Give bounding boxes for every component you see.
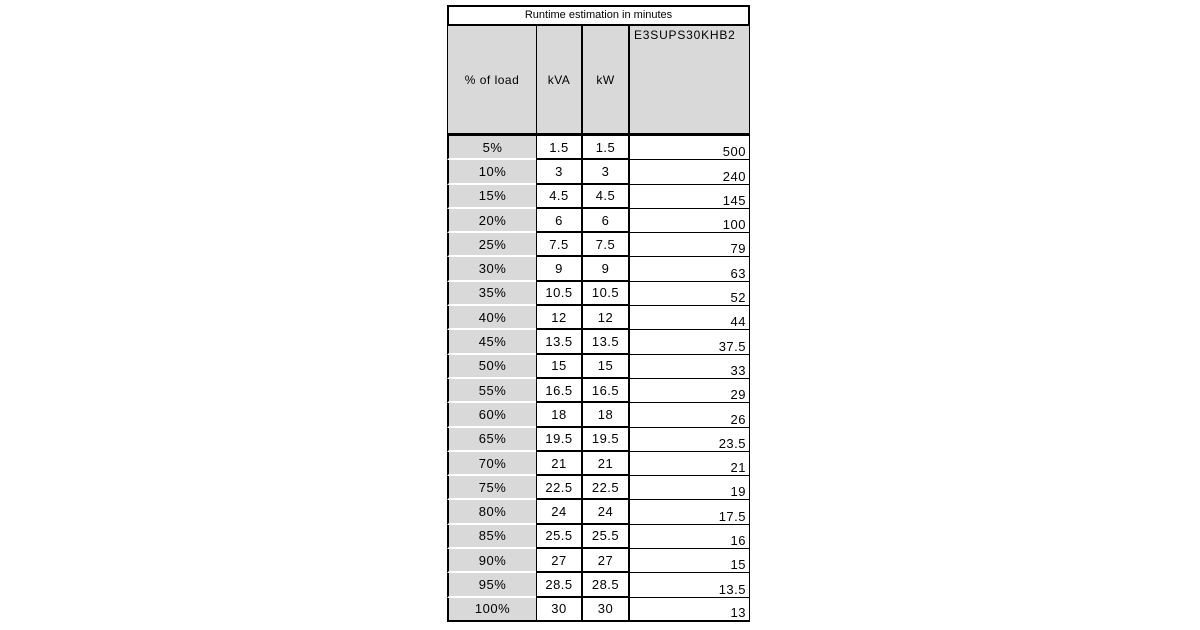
runtime-cell: 52 (630, 282, 750, 306)
kva-cell: 24 (536, 500, 583, 524)
kva-cell: 10.5 (536, 282, 583, 306)
load-cell: 50% (447, 355, 536, 379)
kw-cell: 25.5 (583, 525, 630, 549)
kw-cell: 4.5 (583, 185, 630, 209)
runtime-cell: 13.5 (630, 573, 750, 597)
kw-cell: 10.5 (583, 282, 630, 306)
runtime-cell: 145 (630, 185, 750, 209)
kw-cell: 30 (583, 598, 630, 622)
load-cell: 40% (447, 306, 536, 330)
kw-cell: 18 (583, 403, 630, 427)
table-header-row (447, 26, 750, 136)
table-row (447, 160, 750, 184)
load-cell: 45% (447, 330, 536, 354)
table-row (447, 573, 750, 597)
load-cell: 65% (447, 428, 536, 452)
header-kw: kW (583, 26, 630, 136)
kva-cell: 12 (536, 306, 583, 330)
kva-cell: 16.5 (536, 379, 583, 403)
runtime-cell: 63 (630, 257, 750, 281)
kw-cell: 21 (583, 452, 630, 476)
load-cell: 25% (447, 233, 536, 257)
load-cell: 75% (447, 476, 536, 500)
table-row (447, 525, 750, 549)
runtime-cell: 500 (630, 136, 750, 160)
kva-cell: 25.5 (536, 525, 583, 549)
table-title: Runtime estimation in minutes (447, 5, 750, 26)
kva-cell: 6 (536, 209, 583, 233)
load-cell: 5% (447, 136, 536, 160)
runtime-cell: 29 (630, 379, 750, 403)
load-cell: 20% (447, 209, 536, 233)
table-row (447, 306, 750, 330)
kw-cell: 27 (583, 549, 630, 573)
table-row (447, 428, 750, 452)
table-row (447, 282, 750, 306)
runtime-cell: 13 (630, 598, 750, 622)
table-row (447, 452, 750, 476)
kw-cell: 28.5 (583, 573, 630, 597)
runtime-table (447, 26, 750, 622)
kw-cell: 9 (583, 257, 630, 281)
load-cell: 85% (447, 525, 536, 549)
runtime-cell: 33 (630, 355, 750, 379)
kw-cell: 22.5 (583, 476, 630, 500)
header-model: E3SUPS30KHB2 (630, 26, 750, 136)
runtime-table-sheet (447, 5, 750, 622)
kva-cell: 21 (536, 452, 583, 476)
kw-cell: 15 (583, 355, 630, 379)
kva-cell: 9 (536, 257, 583, 281)
header-load: % of load (447, 26, 536, 136)
runtime-cell: 37.5 (630, 330, 750, 354)
kw-cell: 19.5 (583, 428, 630, 452)
table-row (447, 476, 750, 500)
kva-cell: 22.5 (536, 476, 583, 500)
runtime-cell: 23.5 (630, 428, 750, 452)
load-cell: 70% (447, 452, 536, 476)
table-row (447, 233, 750, 257)
table-row (447, 209, 750, 233)
runtime-table-body (447, 26, 750, 622)
runtime-cell: 15 (630, 549, 750, 573)
runtime-cell: 16 (630, 525, 750, 549)
kva-cell: 3 (536, 160, 583, 184)
kva-cell: 28.5 (536, 573, 583, 597)
runtime-cell: 240 (630, 160, 750, 184)
kva-cell: 13.5 (536, 330, 583, 354)
runtime-cell: 17.5 (630, 500, 750, 524)
table-row (447, 379, 750, 403)
table-row (447, 500, 750, 524)
table-row (447, 136, 750, 160)
table-row (447, 549, 750, 573)
kw-cell: 3 (583, 160, 630, 184)
runtime-cell: 19 (630, 476, 750, 500)
kw-cell: 6 (583, 209, 630, 233)
load-cell: 35% (447, 282, 536, 306)
kva-cell: 15 (536, 355, 583, 379)
table-row (447, 355, 750, 379)
kw-cell: 1.5 (583, 136, 630, 160)
kw-cell: 24 (583, 500, 630, 524)
table-row (447, 330, 750, 354)
runtime-cell: 21 (630, 452, 750, 476)
load-cell: 100% (447, 598, 536, 622)
load-cell: 80% (447, 500, 536, 524)
runtime-cell: 100 (630, 209, 750, 233)
kw-cell: 12 (583, 306, 630, 330)
table-row (447, 185, 750, 209)
load-cell: 55% (447, 379, 536, 403)
kva-cell: 7.5 (536, 233, 583, 257)
load-cell: 60% (447, 403, 536, 427)
kva-cell: 18 (536, 403, 583, 427)
load-cell: 10% (447, 160, 536, 184)
runtime-cell: 44 (630, 306, 750, 330)
kw-cell: 13.5 (583, 330, 630, 354)
kva-cell: 4.5 (536, 185, 583, 209)
kva-cell: 1.5 (536, 136, 583, 160)
kva-cell: 19.5 (536, 428, 583, 452)
load-cell: 90% (447, 549, 536, 573)
runtime-cell: 26 (630, 403, 750, 427)
load-cell: 30% (447, 257, 536, 281)
table-row (447, 598, 750, 622)
runtime-cell: 79 (630, 233, 750, 257)
load-cell: 95% (447, 573, 536, 597)
kva-cell: 30 (536, 598, 583, 622)
header-kva: kVA (536, 26, 583, 136)
table-row (447, 403, 750, 427)
kva-cell: 27 (536, 549, 583, 573)
load-cell: 15% (447, 185, 536, 209)
table-row (447, 257, 750, 281)
kw-cell: 16.5 (583, 379, 630, 403)
kw-cell: 7.5 (583, 233, 630, 257)
